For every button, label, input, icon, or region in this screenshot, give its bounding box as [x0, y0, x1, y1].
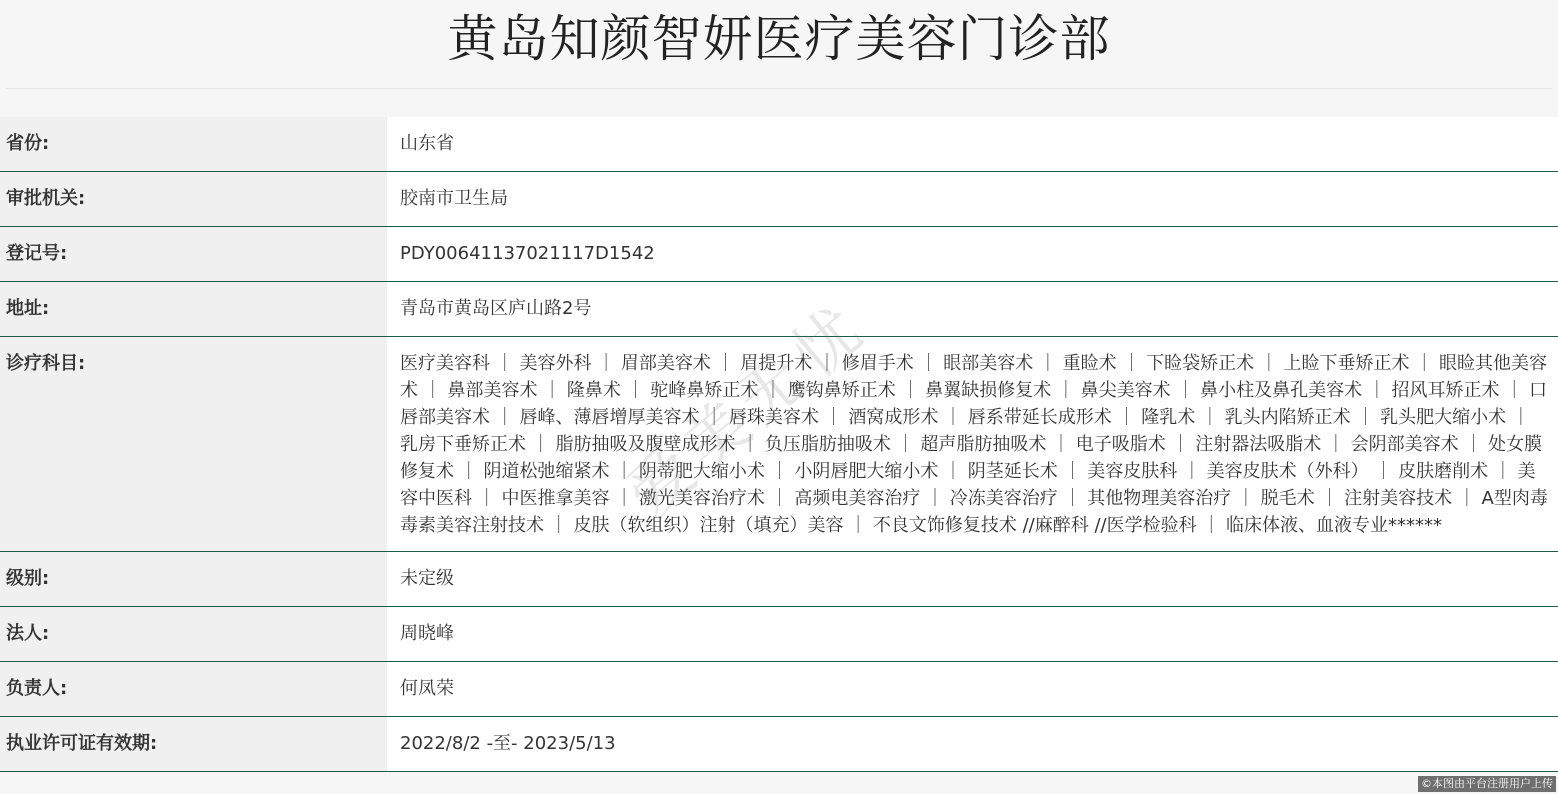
level-label: 级别: — [0, 552, 387, 607]
license-validity-label: 执业许可证有效期: — [0, 717, 387, 772]
treatment-scope-value: 医疗美容科 ｜ 美容外科 ｜ 眉部美容术 ｜ 眉提升术 ｜ 修眉手术 ｜ 眼部美容术 ｜ 重睑术 ｜ 下睑袋矫正术 ｜ 上睑下垂矫正术 ｜ 眼睑其他美容术 ｜ 鼻部美容术 ｜ 隆鼻术 ｜ 驼峰鼻矫正术 ｜ 鹰钩鼻矫正术 ｜ 鼻翼缺损修复术 ｜ 鼻尖美容术 ｜ 鼻小柱及鼻孔美容术 ｜ 招风耳矫正术 ｜ 口唇部美容术 ｜ 唇峰、薄唇增厚美容术 ｜ 唇珠美容术 ｜ 酒窝成形术 ｜ 唇系带延长成形术 ｜ 隆乳术 ｜ 乳头内陷矫正术 ｜ 乳头肥大缩小术 ｜ 乳房下垂矫正术 ｜ 脂肪抽吸及腹壁成形术 ｜ 负压脂肪抽吸术 ｜ 超声脂肪抽吸术 ｜ 电子吸脂术 ｜ 注射器法吸脂术 ｜ 会阴部美容术 ｜ 处女膜修复术 ｜ 阴道松弛缩紧术 ｜ 阴蒂肥大缩小术 ｜ 小阴唇肥大缩小术 ｜ 阴茎延长术 ｜ 美容皮肤科 ｜ 美容皮肤术（外科） ｜ 皮肤磨削术 ｜ 美容中医科 ｜ 中医推拿美容 ｜ 激光美容治疗术 ｜ 高频电美容治疗 ｜ 冷冻美容治疗 ｜ 其他物理美容治疗 ｜ 脱毛术 ｜ 注射美容技术 ｜ A型肉毒毒素美容注射技术 ｜ 皮肤（软组织）注射（填充）美容 ｜ 不良文饰修复技术 //麻醉科 //医学检验科 ｜ 临床体液、血液专业****** — [387, 337, 1558, 552]
table-row-license-validity — [0, 717, 1558, 772]
table-row-registration-number — [0, 227, 1558, 282]
table-row-legal-person — [0, 607, 1558, 662]
level-value: 未定级 — [387, 552, 1558, 607]
registration-number-label: 登记号: — [0, 227, 387, 282]
approval-authority-label: 审批机关: — [0, 172, 387, 227]
page-title: 黄岛知颜智妍医疗美容门诊部 — [6, 0, 1552, 89]
registration-number-value: PDY00641137021117D1542 — [387, 227, 1558, 282]
address-label: 地址: — [0, 282, 387, 337]
table-row-treatment-scope — [0, 337, 1558, 552]
approval-authority-value: 胶南市卫生局 — [387, 172, 1558, 227]
legal-person-value: 周晓峰 — [387, 607, 1558, 662]
province-value: 山东省 — [387, 117, 1558, 172]
table-row-address — [0, 282, 1558, 337]
license-validity-value: 2022/8/2 -至- 2023/5/13 — [387, 717, 1558, 772]
table-row-approval-authority — [0, 172, 1558, 227]
table-row-level — [0, 552, 1558, 607]
info-table — [0, 117, 1558, 772]
table-row-province — [0, 117, 1558, 172]
treatment-scope-label: 诊疗科目: — [0, 337, 387, 552]
person-in-charge-label: 负责人: — [0, 662, 387, 717]
upload-credit-note: ©本图由平台注册用户上传 — [1418, 776, 1556, 792]
address-value: 青岛市黄岛区庐山路2号 — [387, 282, 1558, 337]
table-row-person-in-charge — [0, 662, 1558, 717]
person-in-charge-value: 何凤荣 — [387, 662, 1558, 717]
spacer — [0, 89, 1558, 117]
province-label: 省份: — [0, 117, 387, 172]
legal-person-label: 法人: — [0, 607, 387, 662]
